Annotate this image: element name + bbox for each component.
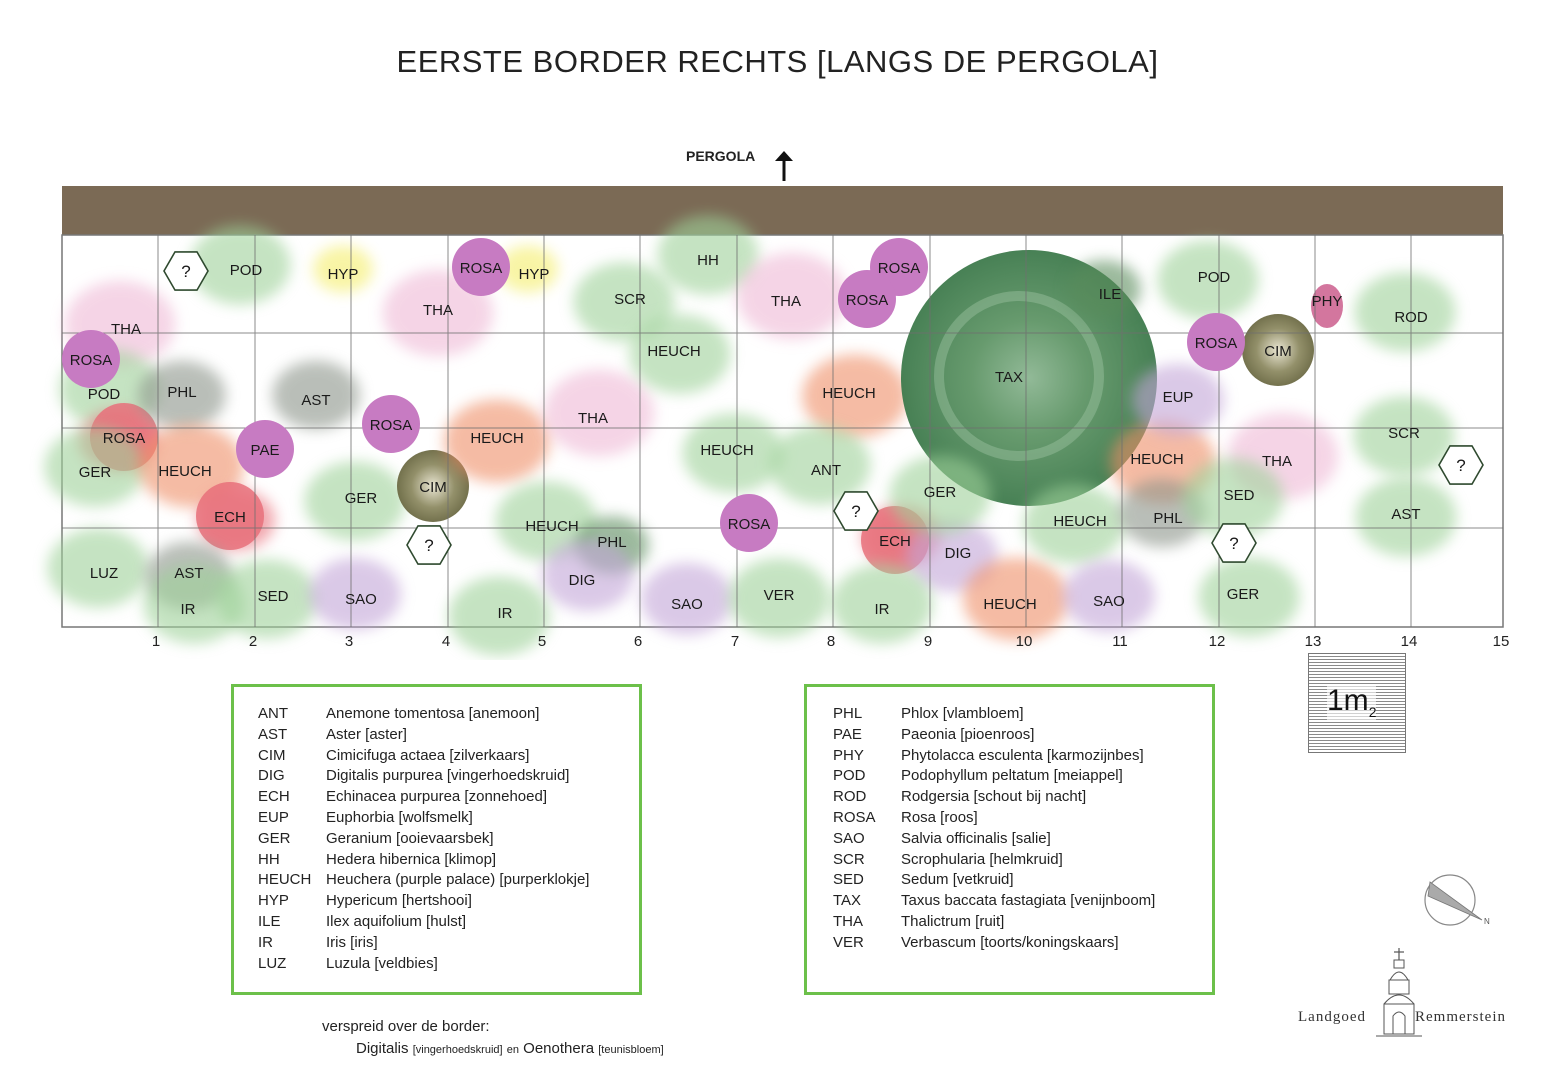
legend-name: Geranium [ooievaarsbek]: [326, 829, 494, 847]
plant-label: ECH: [214, 509, 246, 526]
legend-code: SED: [833, 871, 864, 889]
legend-row: [258, 808, 629, 829]
x-tick-label: 4: [441, 633, 451, 650]
legend-name: Euphorbia [wolfsmelk]: [326, 808, 473, 826]
x-tick-label: 6: [633, 633, 643, 650]
legend-code: HYP: [258, 892, 289, 910]
legend-code: PHY: [833, 746, 864, 764]
x-tick-label: 5: [537, 633, 547, 650]
plant-label: GER: [344, 490, 378, 507]
legend-row: [258, 954, 629, 975]
legend-row: [258, 891, 629, 912]
plant-label: ?: [851, 502, 861, 521]
x-tick-label: 1: [151, 633, 161, 650]
legend-row: [833, 891, 1202, 912]
legend-row: [833, 766, 1202, 787]
compass-icon: [1420, 872, 1500, 932]
plant-label: THA: [1262, 453, 1292, 470]
legend-name: Thalictrum [ruit]: [901, 912, 1005, 930]
plant-label: ROSA: [727, 516, 771, 533]
legend-right: [804, 684, 1215, 995]
plant-label: GER: [1226, 586, 1260, 603]
legend-row: [833, 746, 1202, 767]
plant-label: AST: [174, 565, 204, 582]
legend-name: Ilex aquifolium [hulst]: [326, 912, 467, 930]
legend-row: [258, 870, 629, 891]
plant-label: HYP: [518, 266, 550, 283]
legend-row: [833, 829, 1202, 850]
plant-label: PHL: [167, 384, 197, 401]
legend-name: Taxus baccata fastagiata [venijnboom]: [901, 892, 1156, 910]
plant-label: HEUCH: [158, 463, 212, 480]
legend-name: Echinacea purpurea [zonnehoed]: [326, 788, 548, 806]
legend-code: IR: [258, 933, 273, 951]
plant-label: HEUCH: [1130, 451, 1184, 468]
plant-label: THA: [423, 302, 453, 319]
scale-label-sub: 2: [1368, 704, 1377, 720]
plant-label: HEUCH: [983, 596, 1037, 613]
plant-label: ANT: [811, 462, 841, 479]
plant-label: PHL: [1153, 510, 1183, 527]
legend-row: [258, 850, 629, 871]
plant-label: ?: [1456, 456, 1466, 475]
legend-name: Aster [aster]: [326, 725, 407, 743]
pergola-label: PERGOLA: [686, 148, 756, 164]
plant-label: HEUCH: [822, 385, 876, 402]
legend-row: [258, 766, 629, 787]
plant-label: PHY: [1311, 293, 1343, 310]
legend-name: Luzula [veldbies]: [326, 954, 438, 972]
legend-code: VER: [833, 933, 864, 951]
legend-code: HEUCH: [258, 871, 312, 889]
legend-code: DIG: [258, 767, 285, 785]
plant-label: GER: [923, 484, 957, 501]
x-tick-label: 14: [1400, 633, 1418, 650]
plant-label: HH: [697, 252, 719, 269]
plant-label: SCR: [614, 291, 646, 308]
plant-label: PAE: [250, 442, 280, 459]
plant-label: SCR: [1388, 425, 1420, 442]
scale-label: [1327, 684, 1376, 720]
plant-label: HEUCH: [1053, 513, 1107, 530]
legend-row: [833, 912, 1202, 933]
plant-label: LUZ: [89, 565, 119, 582]
x-tick-label: 2: [248, 633, 258, 650]
plant-label: ROD: [1394, 309, 1428, 326]
legend-name: Podophyllum peltatum [meiappel]: [901, 767, 1123, 785]
legend-code: LUZ: [258, 954, 287, 972]
x-tick-label: 3: [344, 633, 354, 650]
plant-label: SED: [1223, 487, 1255, 504]
pergola-bar: [62, 186, 1503, 235]
scale-square: [1308, 653, 1406, 753]
plant-label: ?: [424, 536, 434, 555]
legend-row: [833, 933, 1202, 954]
plant-label: HEUCH: [470, 430, 524, 447]
legend-row: [258, 704, 629, 725]
legend-code: SAO: [833, 829, 865, 847]
legend-name: Iris [iris]: [326, 933, 378, 951]
plant-label: GER: [78, 464, 112, 481]
legend-row: [258, 912, 629, 933]
x-tick-label: 13: [1304, 633, 1322, 650]
plant-label: EUP: [1162, 389, 1194, 406]
plant-label: HYP: [327, 266, 359, 283]
scale-label-main: 1m: [1327, 684, 1369, 717]
plant-label: POD: [87, 386, 121, 403]
plant-label: ?: [181, 262, 191, 281]
plant-label: SAO: [345, 591, 377, 608]
plant-label: THA: [771, 293, 801, 310]
legend-code: AST: [258, 725, 288, 743]
plant-label: DIG: [568, 572, 596, 589]
legend-row: [833, 808, 1202, 829]
plant-label: ROSA: [459, 260, 503, 277]
plant-label: HEUCH: [525, 518, 579, 535]
x-tick-label: 7: [730, 633, 740, 650]
legend-name: Heuchera (purple palace) [purperklokje]: [326, 871, 590, 889]
legend-code: ROSA: [833, 808, 876, 826]
legend-code: POD: [833, 767, 866, 785]
legend-code: EUP: [258, 808, 289, 826]
plant-label: ECH: [879, 533, 911, 550]
plant-label: ROSA: [69, 352, 113, 369]
legend-row: [258, 787, 629, 808]
legend-row: [258, 725, 629, 746]
plant-label: ILE: [1098, 286, 1122, 303]
plant-label: SED: [257, 588, 289, 605]
x-tick-label: 15: [1492, 633, 1510, 650]
legend-name: Sedum [vetkruid]: [901, 871, 1014, 889]
legend-name: Phlox [vlambloem]: [901, 705, 1024, 722]
plant-label: ROSA: [369, 417, 413, 434]
legend-row: [833, 704, 1202, 725]
plant-label: CIM: [1264, 343, 1292, 360]
plant-label: CIM: [419, 479, 447, 496]
legend-code: ECH: [258, 788, 290, 806]
plant-label: THA: [111, 321, 141, 338]
legend-name: Cimicifuga actaea [zilverkaars]: [326, 746, 530, 764]
plant-label: HEUCH: [700, 442, 754, 459]
legend-row: [258, 829, 629, 850]
plant-label: ROSA: [877, 260, 921, 277]
legend-row: [833, 870, 1202, 891]
plant-label: PHL: [597, 534, 627, 551]
legend-name: Verbascum [toorts/koningskaars]: [901, 933, 1119, 951]
legend-code: PHL: [833, 705, 863, 722]
legend-code: ILE: [258, 912, 281, 930]
plant-label: ROSA: [1194, 335, 1238, 352]
x-tick-label: 9: [923, 633, 933, 650]
page-title: EERSTE BORDER RECHTS [LANGS DE PERGOLA]: [396, 44, 1159, 79]
brand-part2: Remmerstein: [1415, 1009, 1506, 1025]
legend-row: [833, 725, 1202, 746]
x-tick-label: 12: [1208, 633, 1226, 650]
plant-label: SAO: [1093, 593, 1125, 610]
legend-code: ROD: [833, 788, 867, 806]
legend-left: [231, 684, 642, 995]
legend-row: [258, 933, 629, 954]
brand-part1: Landgoed: [1298, 1009, 1366, 1025]
footnote-and: en: [506, 1044, 519, 1056]
plant-label: POD: [229, 262, 263, 279]
legend-row: [258, 746, 629, 767]
legend-code: GER: [258, 829, 291, 847]
legend-code: ANT: [258, 705, 288, 722]
footnote-digitalis: Digitalis: [356, 1040, 409, 1057]
plant-label: IR: [497, 605, 513, 622]
plant-label: POD: [1197, 269, 1231, 286]
plant-label: SAO: [671, 596, 703, 613]
x-tick-label: 11: [1112, 633, 1128, 650]
legend-code: PAE: [833, 725, 862, 743]
compass-north-label: N: [1484, 917, 1490, 926]
legend-name: Rosa [roos]: [901, 808, 978, 826]
estate-logo-icon: [1372, 946, 1426, 1044]
x-tick-label: 8: [826, 633, 836, 650]
legend-name: Hedera hibernica [klimop]: [326, 850, 497, 868]
x-tick-label: 10: [1015, 633, 1033, 650]
legend-name: Salvia officinalis [salie]: [901, 829, 1051, 847]
legend-row: [833, 787, 1202, 808]
footnote-species: [356, 1040, 664, 1057]
footnote-oenothera: Oenothera: [523, 1040, 595, 1057]
plant-label: VER: [763, 587, 795, 604]
x-axis-ticks: [152, 633, 1510, 650]
plant-label: IR: [874, 601, 890, 618]
plant-label: ROSA: [845, 292, 889, 309]
legend-row: [833, 850, 1202, 871]
legend-code: TAX: [833, 892, 862, 910]
legend-code: SCR: [833, 850, 865, 868]
plant-label: ROSA: [102, 430, 146, 447]
legend-code: HH: [258, 850, 280, 868]
legend-name: Hypericum [hertshooi]: [326, 892, 472, 910]
plant-label: HEUCH: [647, 343, 701, 360]
footnote-intro: verspreid over de border:: [322, 1018, 490, 1035]
legend-code: CIM: [258, 746, 286, 764]
legend-name: Scrophularia [helmkruid]: [901, 850, 1063, 868]
footnote-oenothera-nl: [teunisbloem]: [598, 1044, 664, 1056]
plant-label: ?: [1229, 534, 1239, 553]
plant-label: TAX: [994, 369, 1024, 386]
legend-name: Phytolacca esculenta [karmozijnbes]: [901, 746, 1144, 764]
plant-label: AST: [1391, 506, 1421, 523]
legend-name: Anemone tomentosa [anemoon]: [326, 705, 540, 722]
legend-name: Digitalis purpurea [vingerhoedskruid]: [326, 767, 570, 785]
plant-label: THA: [578, 410, 608, 427]
footnote-digitalis-nl: [vingerhoedskruid]: [412, 1044, 503, 1056]
legend-code: THA: [833, 912, 863, 930]
plant-label: DIG: [944, 545, 972, 562]
legend-name: Rodgersia [schout bij nacht]: [901, 788, 1087, 806]
legend-name: Paeonia [pioenroos]: [901, 725, 1035, 743]
plant-label: AST: [301, 392, 331, 409]
plant-label: IR: [180, 601, 196, 618]
